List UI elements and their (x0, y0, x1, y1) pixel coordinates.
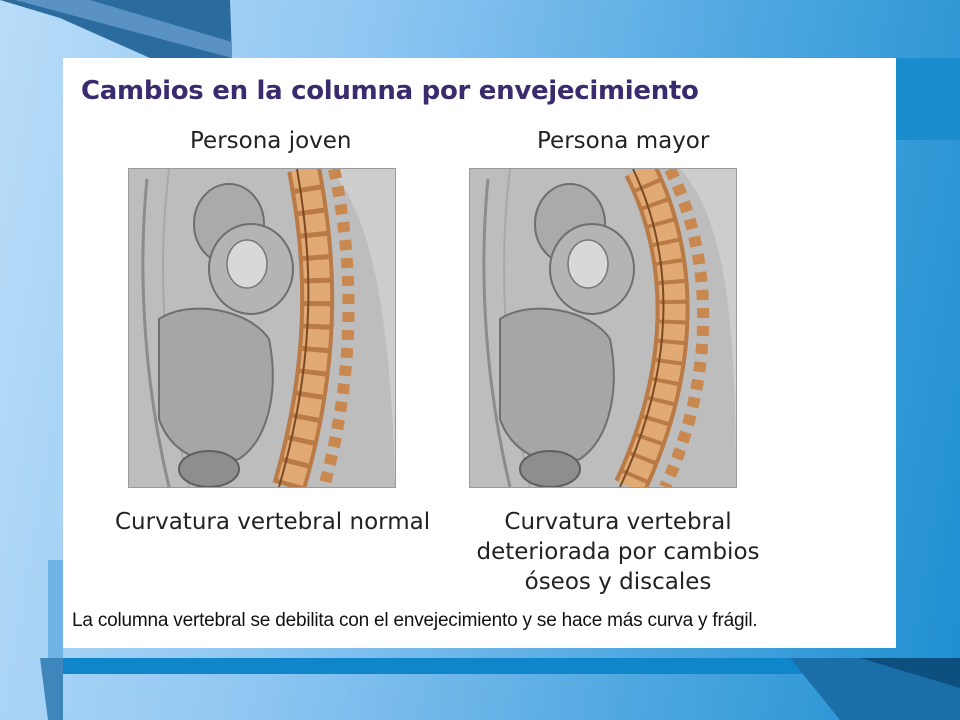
caption-elderly-line-2: deteriorada por cambios (476, 539, 760, 565)
footer-note: La columna vertebral se debilita con el envejecimiento y se hace más curva y frágil. (72, 610, 758, 631)
caption-young: Curvatura vertebral normal (115, 509, 431, 535)
caption-elderly-line-1: Curvatura vertebral (504, 509, 732, 535)
slide-title: Cambios en la columna por envejecimiento (81, 76, 699, 106)
right-edge-block (896, 58, 960, 140)
slide-content-card (63, 58, 896, 648)
caption-elderly (463, 507, 773, 597)
young-spine-illustration (128, 168, 396, 488)
caption-elderly-line-3: óseos y discales (524, 569, 712, 595)
panel-heading-elderly: Persona mayor (537, 128, 710, 154)
elderly-spine-illustration (469, 168, 737, 488)
bottom-band (0, 658, 960, 720)
panel-heading-young: Persona joven (190, 128, 352, 154)
